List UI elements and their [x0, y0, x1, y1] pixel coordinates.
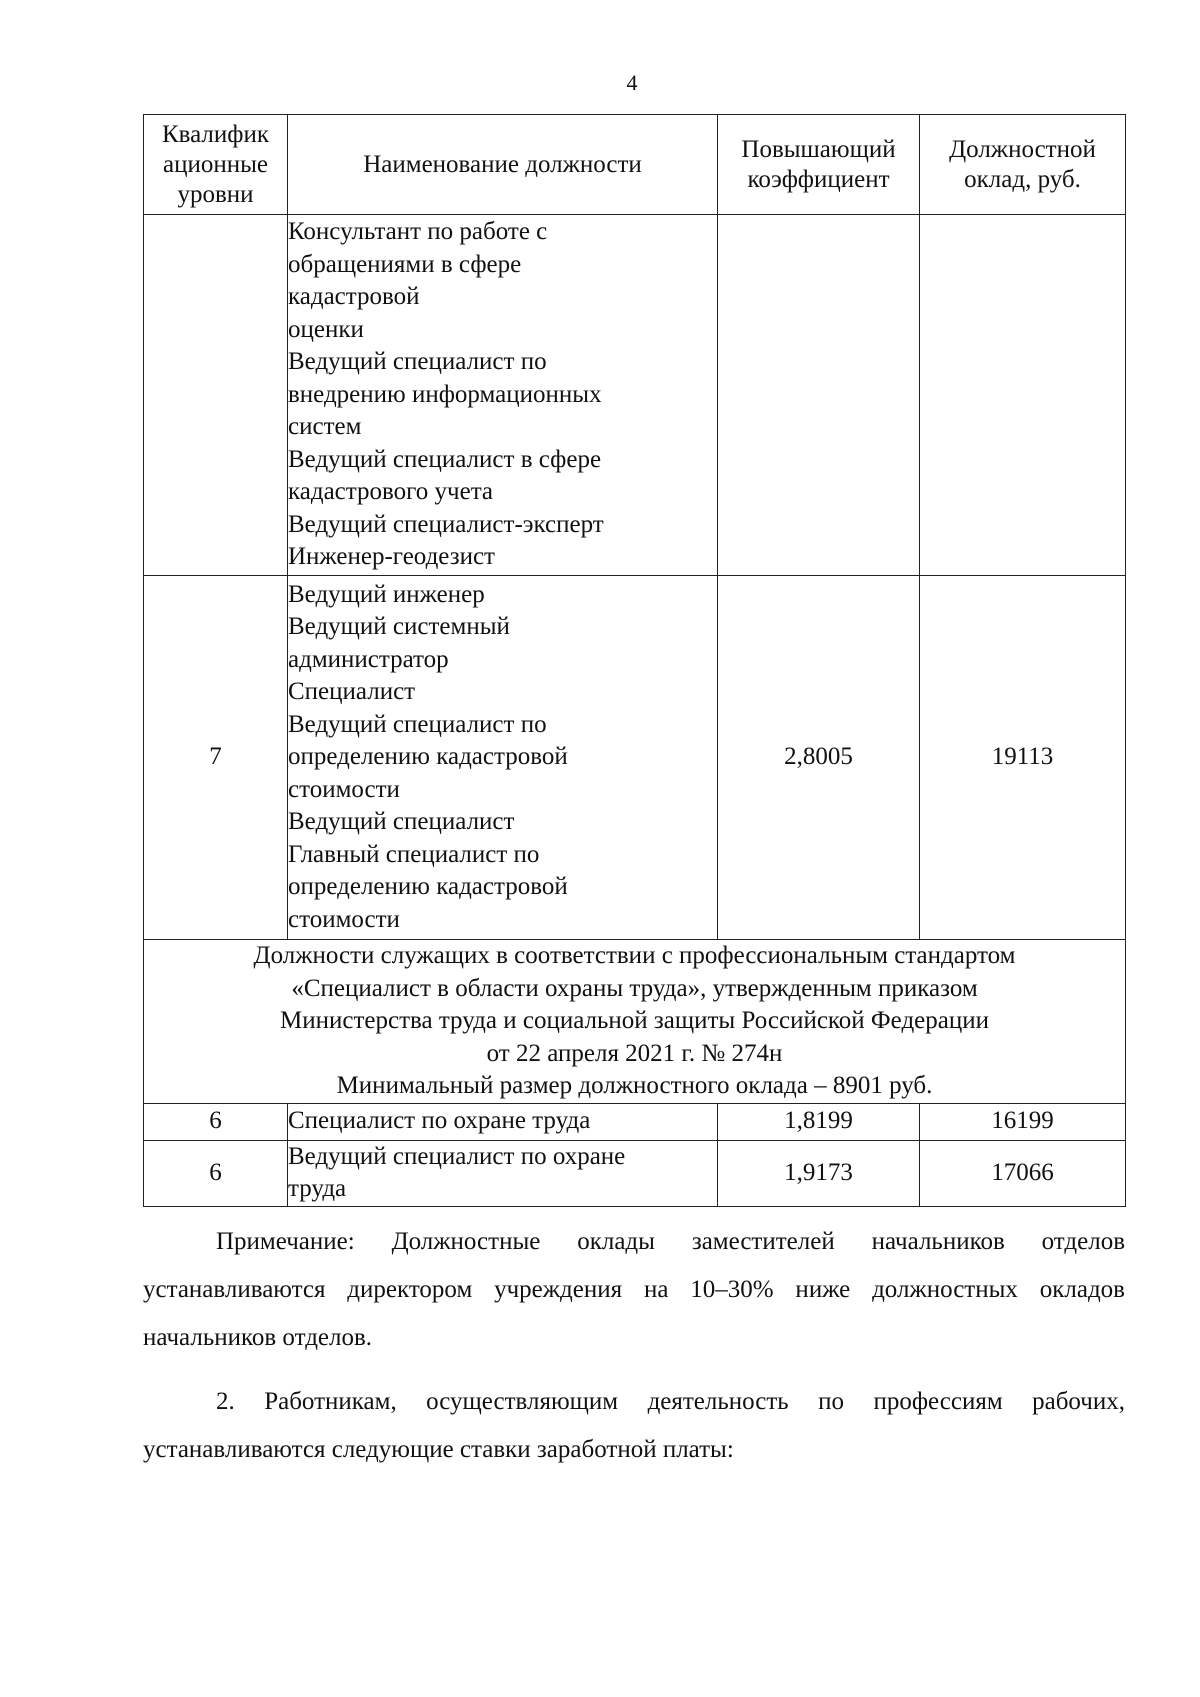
paragraph-2-block: [143, 1378, 1125, 1474]
cell-salary: 16199: [920, 1103, 1126, 1140]
table-header-row: [144, 115, 1126, 215]
position-line: Инженер-геодезист: [288, 543, 495, 571]
cell-position: [288, 1140, 718, 1206]
header-position-name: Наименование должности: [288, 115, 718, 215]
position-line: кадастрового учета: [288, 478, 494, 506]
paragraph-2: 2. Работникам, осуществляющим деятельность по профессиям рабочих, устанавливаются следующие ставки заработной платы:: [143, 1388, 1125, 1463]
header-qualification-levels: [144, 115, 288, 215]
position-line: Главный специалист по: [288, 840, 540, 868]
section-heading: [144, 940, 1126, 1104]
table-section-header-row: [144, 940, 1126, 1104]
cell-salary: 19113: [920, 576, 1126, 940]
header-level-line: Квалифик: [161, 120, 270, 148]
cell-position: [288, 1103, 718, 1140]
position-line: Ведущий специалист: [288, 808, 515, 836]
position-line: систем: [288, 413, 362, 441]
position-line: Специалист: [288, 678, 416, 706]
section-line: «Специалист в области охраны труда», утвержденным приказом: [291, 974, 978, 1002]
position-line: кадастровой: [288, 283, 420, 311]
note-block: [143, 1218, 1125, 1362]
cell-level: 6: [144, 1140, 288, 1206]
cell-coefficient: [718, 215, 920, 576]
section-line: Министерства труда и социальной защиты Российской Федерации: [280, 1007, 989, 1034]
cell-coefficient: 2,8005: [718, 576, 920, 940]
header-coefficient-line: Повышающий: [741, 135, 896, 163]
position-line: оценки: [288, 315, 364, 343]
position-line: Ведущий специалист по охране: [288, 1142, 626, 1170]
header-level-line: уровни: [177, 180, 254, 208]
page-number: 4: [626, 70, 638, 95]
position-line: определению кадастровой: [288, 743, 568, 771]
position-line: внедрению информационных: [288, 380, 602, 408]
note-paragraph: Примечание: Должностные оклады заместителей начальников отделов устанавливаются директором учреждения на 10–30% ниже должностных окладов начальников отделов.: [143, 1228, 1125, 1351]
table-row: [144, 1103, 1126, 1140]
table-row-continuation: [144, 215, 1126, 576]
cell-positions: [288, 215, 718, 576]
table-row-level-7: [144, 576, 1126, 940]
header-coefficient-line: коэффициент: [747, 165, 890, 193]
header-salary-line: Должностной: [949, 135, 1096, 163]
cell-level: 7: [144, 576, 288, 940]
position-line: Консультант по работе с: [288, 218, 548, 246]
section-line: от 22 апреля 2021 г. № 274н: [486, 1039, 783, 1067]
header-salary: [920, 115, 1126, 215]
position-line: Ведущий специалист-эксперт: [288, 510, 604, 538]
section-line: Минимальный размер должностного оклада – 8901 руб.: [336, 1072, 933, 1099]
position-line: Ведущий специалист по: [288, 710, 547, 738]
header-coefficient: [718, 115, 920, 215]
position-line: Ведущий системный: [288, 613, 510, 641]
header-level-line: ационные: [162, 150, 268, 178]
cell-coefficient: 1,8199: [718, 1103, 920, 1140]
table-row: [144, 1140, 1126, 1206]
section-line: Должности служащих в соответствии с профессиональным стандартом: [253, 942, 1016, 969]
position-line: Ведущий специалист в сфере: [288, 445, 602, 473]
position-line: администратор: [288, 645, 449, 673]
cell-positions: [288, 576, 718, 940]
position-line: стоимости: [288, 905, 400, 933]
position-line: стоимости: [288, 775, 400, 803]
header-salary-line: оклад, руб.: [964, 165, 1081, 193]
position-line: труда: [288, 1175, 347, 1202]
salary-table: [143, 114, 1126, 1207]
position-line: Ведущий инженер: [288, 580, 485, 608]
position-line: определению кадастровой: [288, 873, 568, 901]
position-line: Ведущий специалист по: [288, 348, 547, 376]
cell-level: 6: [144, 1103, 288, 1140]
cell-level: [144, 215, 288, 576]
position-line: обращениями в сфере: [288, 250, 522, 278]
position-line: Специалист по охране труда: [288, 1107, 591, 1135]
cell-coefficient: 1,9173: [718, 1140, 920, 1206]
cell-salary: 17066: [920, 1140, 1126, 1206]
cell-salary: [920, 215, 1126, 576]
